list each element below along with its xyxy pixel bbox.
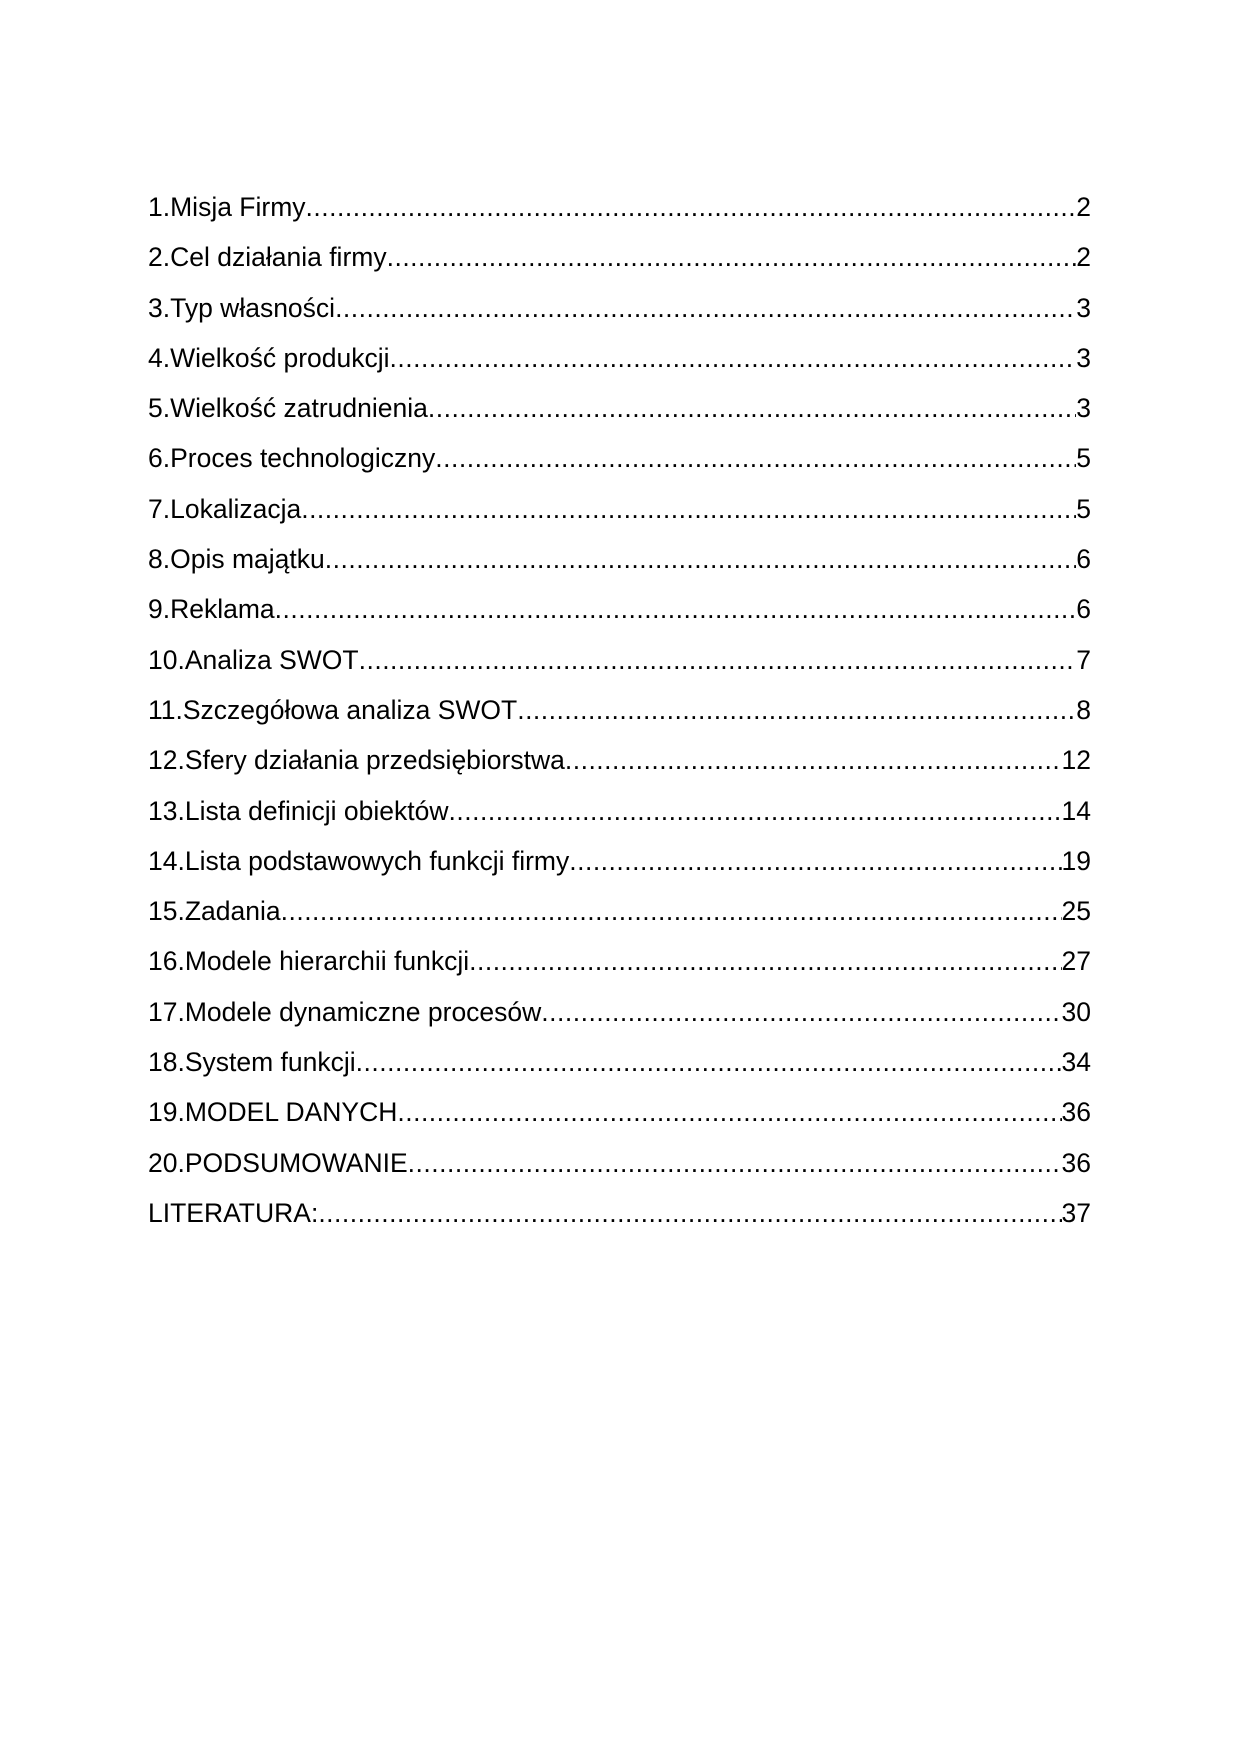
toc-entry-page: 3 bbox=[1076, 393, 1091, 424]
toc-entry-title: 17.Modele dynamiczne procesów bbox=[148, 996, 542, 1027]
toc-dot-leader bbox=[318, 1196, 1061, 1231]
toc-entry-title: 3.Typ własności bbox=[148, 292, 336, 323]
toc-entry-page: 30 bbox=[1061, 996, 1091, 1027]
toc-entry-page: 3 bbox=[1076, 342, 1091, 373]
toc-dot-leader bbox=[541, 995, 1061, 1030]
toc-entry-title: 19.MODEL DANYCH bbox=[148, 1097, 398, 1128]
toc-dot-leader bbox=[390, 341, 1077, 376]
toc-entry-page: 25 bbox=[1061, 896, 1091, 927]
toc-entry[interactable] bbox=[148, 441, 1091, 491]
toc-dot-leader bbox=[435, 441, 1076, 476]
toc-dot-leader bbox=[359, 643, 1077, 678]
toc-entry-page: 37 bbox=[1061, 1197, 1091, 1228]
toc-dot-leader bbox=[356, 1045, 1062, 1080]
toc-entry[interactable] bbox=[148, 240, 1091, 290]
toc-entry-title: 7.Lokalizacja bbox=[148, 493, 302, 524]
toc-entry-page: 2 bbox=[1076, 242, 1091, 273]
toc-entry-page: 2 bbox=[1076, 192, 1091, 222]
toc-entry-page: 6 bbox=[1076, 544, 1091, 575]
toc-entry-page: 36 bbox=[1061, 1147, 1091, 1178]
toc-dot-leader bbox=[397, 1095, 1061, 1130]
toc-entry[interactable] bbox=[148, 291, 1091, 341]
toc-entry-page: 7 bbox=[1076, 644, 1091, 675]
toc-entry-title: 15.Zadania bbox=[148, 896, 281, 927]
toc-dot-leader bbox=[301, 492, 1076, 527]
toc-entry[interactable] bbox=[148, 391, 1091, 441]
toc-dot-leader bbox=[281, 894, 1062, 929]
toc-entry-page: 19 bbox=[1061, 845, 1091, 876]
toc-entry[interactable] bbox=[148, 592, 1091, 642]
toc-entry-page: 5 bbox=[1076, 443, 1091, 474]
toc-entry[interactable] bbox=[148, 190, 1091, 240]
toc-dot-leader bbox=[325, 542, 1077, 577]
toc-entry[interactable] bbox=[148, 844, 1091, 894]
toc-entry[interactable] bbox=[148, 693, 1091, 743]
toc-dot-leader bbox=[387, 240, 1077, 275]
toc-entry-title: 14.Lista podstawowych funkcji firmy bbox=[148, 845, 570, 876]
toc-dot-leader bbox=[428, 391, 1076, 426]
toc-entry-title: 18.System funkcji bbox=[148, 1047, 356, 1078]
toc-dot-leader bbox=[565, 743, 1062, 778]
toc-entry-title: 9.Reklama bbox=[148, 594, 275, 625]
toc-entry-page: 27 bbox=[1061, 946, 1091, 977]
toc-dot-leader bbox=[569, 844, 1061, 879]
toc-entry[interactable] bbox=[148, 1196, 1091, 1246]
toc-entry-page: 5 bbox=[1076, 493, 1091, 524]
toc-entry-page: 36 bbox=[1061, 1097, 1091, 1128]
toc-entry-title: 12.Sfery działania przedsiębiorstwa bbox=[148, 745, 565, 776]
toc-entry-page: 8 bbox=[1076, 694, 1091, 725]
toc-dot-leader bbox=[306, 190, 1077, 225]
toc-entry-title: 11.Szczegółowa analiza SWOT bbox=[148, 694, 518, 725]
toc-entry-title: 10.Analiza SWOT bbox=[148, 644, 359, 675]
toc-entry[interactable] bbox=[148, 643, 1091, 693]
toc-entry-title: 2.Cel działania firmy bbox=[148, 242, 387, 273]
toc-entry[interactable] bbox=[148, 743, 1091, 793]
toc-dot-leader bbox=[408, 1146, 1062, 1181]
toc-entry[interactable] bbox=[148, 492, 1091, 542]
toc-entry-page: 6 bbox=[1076, 594, 1091, 625]
toc-entry-title: 16.Modele hierarchii funkcji bbox=[148, 946, 470, 977]
toc-entry-page: 14 bbox=[1061, 795, 1091, 826]
table-of-contents bbox=[148, 190, 1091, 1246]
toc-entry[interactable] bbox=[148, 894, 1091, 944]
toc-entry[interactable] bbox=[148, 1045, 1091, 1095]
toc-entry-page: 3 bbox=[1076, 292, 1091, 323]
toc-entry-title: 20.PODSUMOWANIE bbox=[148, 1147, 408, 1178]
toc-entry[interactable] bbox=[148, 794, 1091, 844]
toc-entry[interactable] bbox=[148, 341, 1091, 391]
toc-entry[interactable] bbox=[148, 542, 1091, 592]
toc-entry-title: 1.Misja Firmy bbox=[148, 192, 306, 222]
toc-dot-leader bbox=[469, 944, 1061, 979]
toc-entry-page: 12 bbox=[1061, 745, 1091, 776]
toc-entry[interactable] bbox=[148, 995, 1091, 1045]
toc-dot-leader bbox=[449, 794, 1062, 829]
toc-entry-title: 4.Wielkość produkcji bbox=[148, 342, 390, 373]
toc-entry-title: 13.Lista definicji obiektów bbox=[148, 795, 449, 826]
toc-entry[interactable] bbox=[148, 1146, 1091, 1196]
toc-entry-title: LITERATURA: bbox=[148, 1197, 319, 1228]
toc-dot-leader bbox=[335, 291, 1076, 326]
toc-dot-leader bbox=[275, 592, 1077, 627]
toc-dot-leader bbox=[517, 693, 1076, 728]
toc-entry[interactable] bbox=[148, 944, 1091, 994]
toc-entry-title: 8.Opis majątku bbox=[148, 544, 325, 575]
toc-entry[interactable] bbox=[148, 1095, 1091, 1145]
toc-entry-title: 5.Wielkość zatrudnienia bbox=[148, 393, 428, 424]
toc-entry-page: 34 bbox=[1061, 1047, 1091, 1078]
toc-entry-title: 6.Proces technologiczny bbox=[148, 443, 436, 474]
